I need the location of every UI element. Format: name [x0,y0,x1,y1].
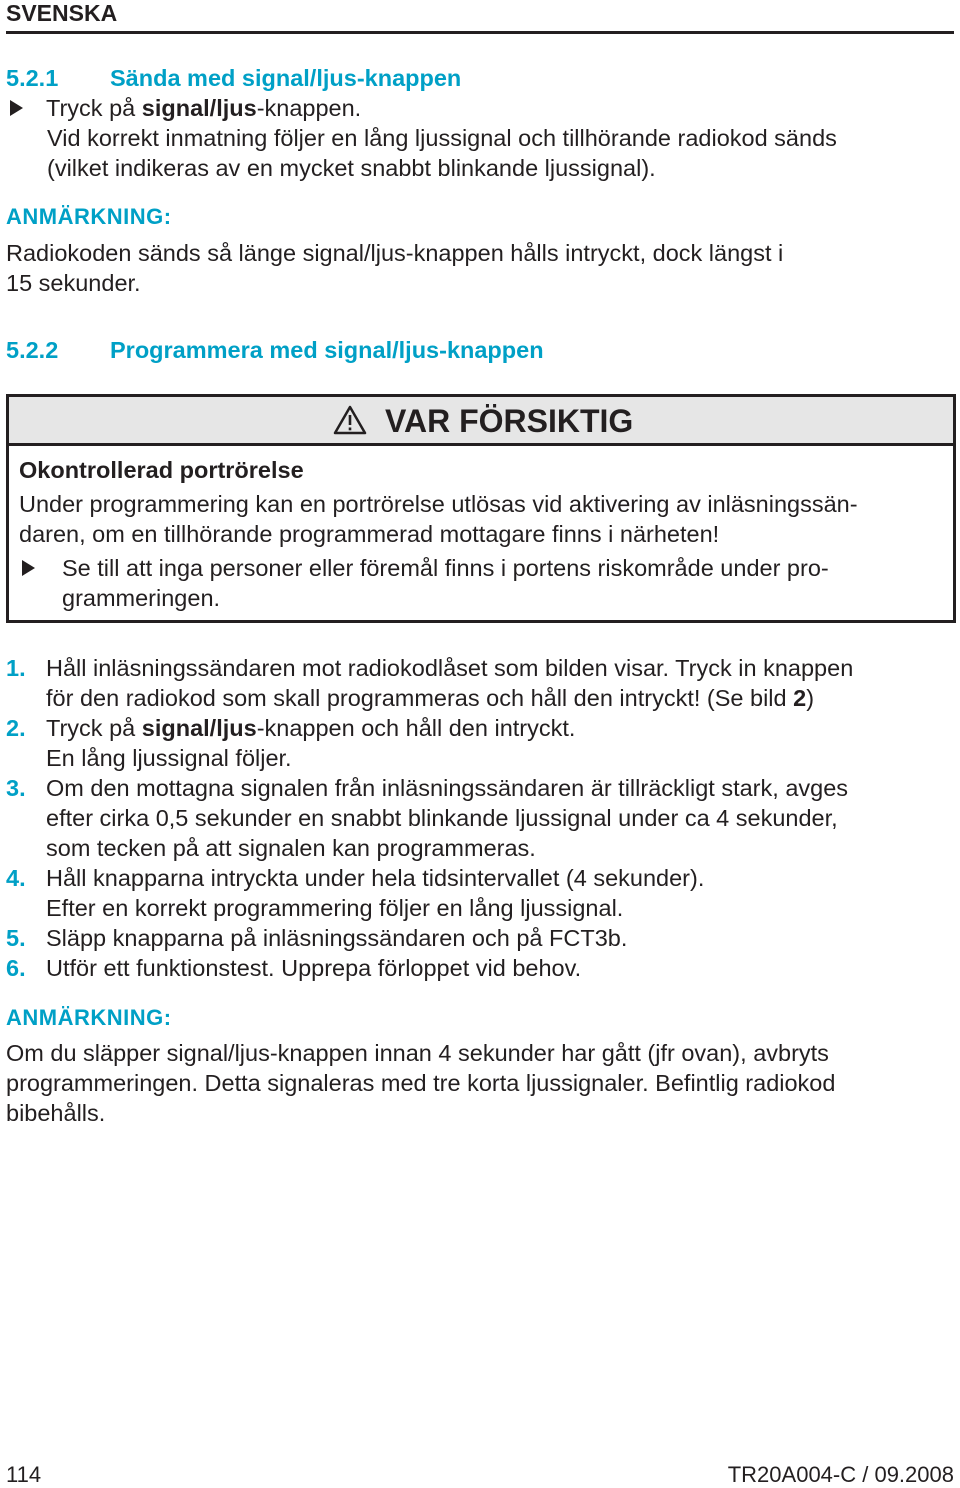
step-5: 5. Släpp knapparna på inläsningssändaren och på FCT3b. [6,925,628,951]
warning-action-line-2: grammeringen. [62,585,221,611]
step-3-line-3: som tecken på att signalen kan programmeras. [46,835,536,861]
language-header: SVENSKA [6,0,118,26]
page-number: 114 [6,1462,42,1487]
note-line-2: 15 sekunder. [6,270,141,296]
step-4: 4. Håll knapparna intryckta under hela tidsintervallet (4 sekunder). [6,865,705,891]
step-2-line-2: En lång ljussignal följer. [46,745,292,771]
section-heading-5-2-1 [6,63,461,93]
step-1: 1. Håll inläsningssändaren mot radiokodlåset som bilden visar. Tryck in knappen [6,655,854,681]
step-6: 6. Utför ett funktionstest. Upprepa förloppet vid behov. [6,955,582,981]
warning-box [6,394,956,623]
step-1-line-2: för den radiokod som skall programmeras och håll den intryckt! (Se bild 2) [46,685,815,711]
note-2-line-1: Om du släpper signal/ljus-knappen innan 4 sekunder har gått (jfr ovan), avbryts [6,1040,829,1066]
warning-action-line-1: Se till att inga personer eller föremål finns i portens riskområde under pro- [22,553,829,583]
header-rule [6,31,954,34]
note-label: ANMÄRKNING: [6,204,172,229]
warning-subtitle: Okontrollerad portrörelse [19,457,304,483]
section-number: 5.2.1 [6,65,59,91]
warning-triangle-icon [333,405,367,435]
triangle-arrow-icon [10,100,23,116]
warning-body-line-2: daren, om en tillhörande programmerad mottagare finns i närheten! [19,521,720,547]
note-2-line-3: bibehålls. [6,1100,106,1126]
note-2-line-2: programmeringen. Detta signaleras med tre korta ljussignaler. Befintlig radiokod [6,1070,836,1096]
step-3: 3. Om den mottagna signalen från inläsningssändaren är tillräckligt stark, avges [6,775,849,801]
section-number: 5.2.2 [6,337,59,363]
result-line-2: (vilket indikeras av en mycket snabbt blinkande ljussignal). [47,155,656,181]
warning-header [9,397,953,446]
step-instruction: Tryck på signal/ljus-knappen. [10,93,361,123]
section-title: Programmera med signal/ljus-knappen [110,337,544,363]
document-code: TR20A004-C / 09.2008 [727,1462,954,1487]
note-line-1: Radiokoden sänds så länge signal/ljus-knappen hålls intryckt, dock längst i [6,240,784,266]
note-label: ANMÄRKNING: [6,1005,172,1030]
step-3-line-2: efter cirka 0,5 sekunder en snabbt blinkande ljussignal under ca 4 sekunder, [46,805,838,831]
result-line-1: Vid korrekt inmatning följer en lång ljussignal och tillhörande radiokod sänds [47,125,837,151]
warning-title: VAR FÖRSIKTIG [385,403,634,439]
triangle-arrow-icon [22,560,35,576]
section-heading-5-2-2 [6,335,544,365]
step-4-line-2: Efter en korrekt programmering följer en lång ljussignal. [46,895,624,921]
section-title: Sända med signal/ljus-knappen [110,65,462,91]
warning-body-line-1: Under programmering kan en portrörelse utlösas vid aktivering av inläsningssän- [19,491,858,517]
step-2: 2. Tryck på signal/ljus-knappen och håll den intryckt. [6,715,576,741]
